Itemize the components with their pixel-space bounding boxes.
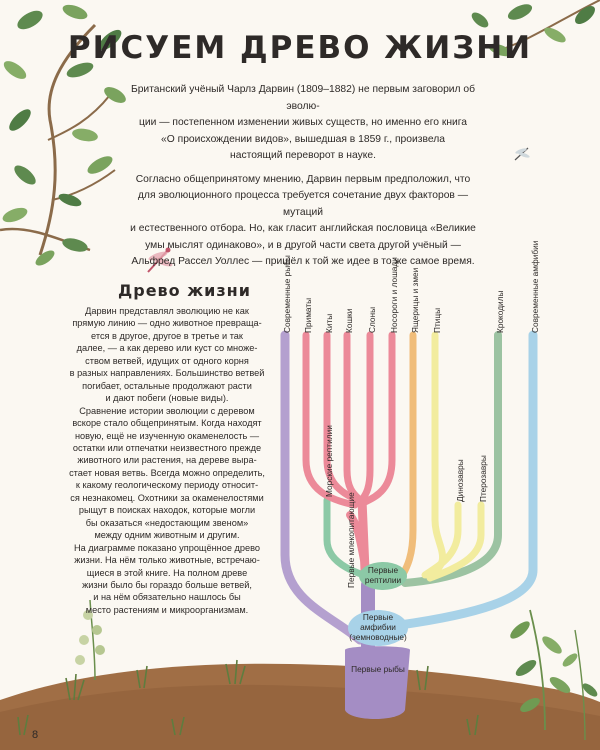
branch-label: Морские рептилии xyxy=(324,425,334,497)
text-line: Альфред Рассел Уоллес — пришёл к той же идее в то же самое время. xyxy=(131,256,475,267)
text-line: и на нём обязательно нашлось бы xyxy=(93,592,241,603)
node-first-fish xyxy=(345,646,410,719)
node-label: Первые xyxy=(367,565,399,575)
text-line: умы мыслят одинаково», и в другой части света другой учёный — xyxy=(145,239,461,251)
text-line: остатки или отпечатки неизвестного прежде xyxy=(72,442,262,453)
text-line: прямую линию — одно животное превраща- xyxy=(72,318,262,329)
text-line: ется в другое, другое в третье и так xyxy=(91,330,243,341)
text-line: рыщут в поисках находок, которые могли xyxy=(78,505,256,516)
branch-label: Птерозавры xyxy=(478,455,488,502)
text-line: ся незнакомец. Охотники за окаменелостями xyxy=(70,492,264,503)
text-line: щиеся в этой книге. На полном древе xyxy=(86,567,248,578)
text-line: настоящий переворот в науке. xyxy=(230,150,376,161)
branch-lizards xyxy=(400,335,413,580)
text-line: в разных направлениях. Большинство ветвей xyxy=(69,368,265,379)
text-line: бы оказаться «недостающим звеном» xyxy=(85,517,249,528)
text-line: место растениям и микроорганизмам. xyxy=(85,604,249,615)
branch-label: Динозавры xyxy=(455,459,465,502)
text-line: «О происхождении видов», вышедшая в 1859 г., произвела xyxy=(161,133,445,145)
section-heading: Древо жизни xyxy=(118,281,251,300)
text-line: вскоре стало общепринятым. Когда находят xyxy=(72,418,262,429)
text-line: Сравнение истории эволюции с деревом xyxy=(79,405,255,416)
text-line: жизни было бы гораздо больше ветвей, xyxy=(82,579,252,590)
branch-cats xyxy=(347,335,360,500)
text-line: и естественного отбора. Но, как гласит английская пословица «Великие xyxy=(130,223,476,234)
page-number: 8 xyxy=(32,729,39,741)
text-line: для эволюционного процесса требуется сочетание двух факторов — мутаций xyxy=(137,190,469,218)
branch-label: Слоны xyxy=(367,306,377,333)
page-title: РИСУЕМ ДРЕВО ЖИЗНИ xyxy=(67,30,533,66)
text-line: животного или растения, на дереве выра- xyxy=(77,455,257,466)
text-line: к какому геологическому периоду относит- xyxy=(75,480,259,491)
text-line: новую, ещё не изученную окаменелость — xyxy=(74,430,260,441)
text-line: Согласно общепринятому мнению, Дарвин первым предположил, что xyxy=(135,173,471,185)
branch-label: Киты xyxy=(324,313,334,333)
text-line: стает новая ветвь. Всегда можно определить, xyxy=(69,467,265,478)
node-label: (земноводные) xyxy=(349,632,407,642)
text-line: ции — постепенном изменении живых существ, но именно его книга xyxy=(138,117,468,128)
branch-birds xyxy=(430,335,443,575)
branch-label: Современные амфибии xyxy=(530,240,540,333)
branch-label: Первые млекопитающие xyxy=(346,492,356,588)
branch-label: Ящерицы и змеи xyxy=(410,267,420,333)
branch-label: Кошки xyxy=(344,308,354,333)
node-label: Первые xyxy=(362,612,394,622)
branch-label: Крокодилы xyxy=(495,290,505,333)
text-line: и дают побеги (новые виды). xyxy=(105,393,229,404)
node-label: рептилии xyxy=(364,575,402,585)
branch-label: Птицы xyxy=(432,307,442,333)
text-line: Британский учёный Чарлз Дарвин (1809–1882) не первым заговорил об эволю- xyxy=(130,84,476,112)
branch-label: Приматы xyxy=(303,297,313,333)
node-label: Первые рыбы xyxy=(351,664,405,674)
text-line: далее, — а как дерево или куст со множе- xyxy=(76,343,258,354)
text-line: Дарвин представлял эволюцию не как xyxy=(85,306,249,316)
branch-elephants xyxy=(362,335,370,500)
branch-label: Современные рыбы xyxy=(282,255,292,333)
text-line: погибает, остальные продолжают расти xyxy=(82,380,252,391)
text-line: ством ветвей, идущих от одного корня xyxy=(85,355,249,366)
text-line: между одним животным и другим. xyxy=(94,530,240,541)
text-line: На диаграмме показано упрощённое древо xyxy=(74,542,260,553)
text-line: жизни. На нём только животные, встречаю- xyxy=(74,555,260,566)
branch-label: Носороги и лошади xyxy=(389,257,399,333)
node-label: амфибии xyxy=(360,622,396,632)
